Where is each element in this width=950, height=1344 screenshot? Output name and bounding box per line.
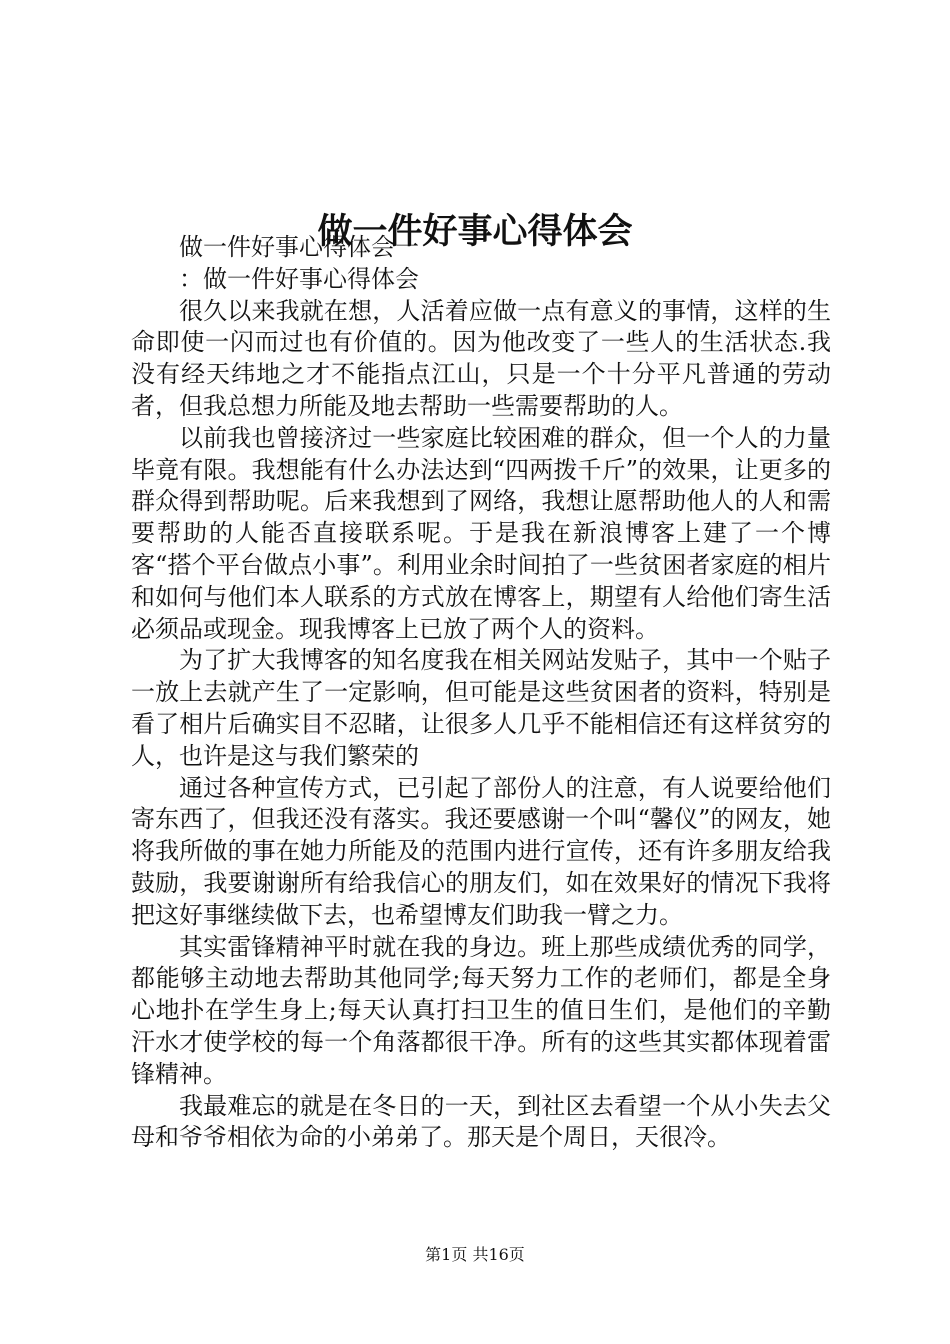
document-body	[131, 232, 831, 1154]
paragraph: 其实雷锋精神平时就在我的身边。班上那些成绩优秀的同学，都能够主动地去帮助其他同学;每天努力工作的老师们，都是全身心地扑在学生身上;每天认真打扫卫生的值日生们，是他们的辛勤汗水才使学校的每一个角落都很干净。所有的这些其实都体现着雷锋精神。	[131, 932, 831, 1088]
page-footer: 第1页 共16页	[425, 1245, 525, 1264]
paragraph: 我最难忘的就是在冬日的一天，到社区去看望一个从小失去父母和爷爷相依为命的小弟弟了。那天是个周日，天很冷。	[131, 1091, 831, 1152]
paragraph: 通过各种宣传方式，已引起了部份人的注意，有人说要给他们寄东西了，但我还没有落实。我还要感谢一个叫“馨仪”的网友，她将我所做的事在她力所能及的范围内进行宣传，还有许多朋友给我鼓励，我要谢谢所有给我信心的朋友们，如在效果好的情况下我将把这好事继续做下去，也希望博友们助我一臂之力。	[131, 773, 831, 929]
paragraph: 以前我也曾接济过一些家庭比较困难的群众，但一个人的力量毕竟有限。我想能有什么办法达到“四两拨千斤”的效果，让更多的群众得到帮助呢。后来我想到了网络，我想让愿帮助他人的人和需要帮助的人能否直接联系呢。于是我在新浪博客上建了一个博客“搭个平台做点小事”。利用业余时间拍了一些贫困者家庭的相片和如何与他们本人联系的方式放在博客上，期望有人给他们寄生活必须品或现金。现我博客上已放了两个人的资料。	[131, 423, 831, 643]
paragraph: ：做一件好事心得体会	[179, 264, 419, 293]
paragraph: 为了扩大我博客的知名度我在相关网站发贴子，其中一个贴子一放上去就产生了一定影响，但可能是这些贫困者的资料，特别是看了相片后确实目不忍睹，让很多人几乎不能相信还有这样贫穷的人，也许是这与我们繁荣的	[131, 646, 831, 770]
paragraph: 很久以来我就在想，人活着应做一点有意义的事情，这样的生命即使一闪而过也有价值的。因为他改变了一些人的生活状态.我没有经天纬地之才不能指点江山，只是一个十分平凡普通的劳动者，但我总想力所能及地去帮助一些需要帮助的人。	[131, 296, 831, 420]
document-title: 做一件好事心得体会	[317, 211, 633, 253]
paragraph: 做一件好事心得体会一	[179, 233, 419, 261]
